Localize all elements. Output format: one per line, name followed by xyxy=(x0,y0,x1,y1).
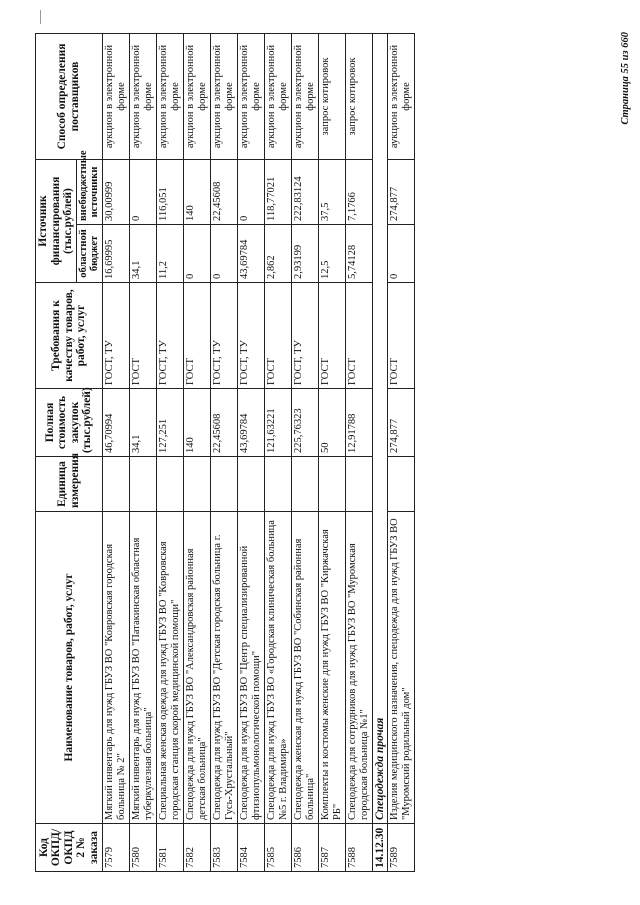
row-code: 7581 xyxy=(156,824,183,872)
row-name: Мягкий инвентарь для нужд ГБУЗ ВО "Патакинская областная туберкулезная больница" xyxy=(129,512,156,824)
row-method: аукцион в электронной форме xyxy=(387,33,414,159)
row-unit xyxy=(345,457,372,512)
row-unit xyxy=(129,457,156,512)
header-funding-regional: областной бюджет xyxy=(76,225,102,283)
row-unit xyxy=(183,457,210,512)
row-regional: 0 xyxy=(387,225,414,283)
row-method: аукцион в электронной форме xyxy=(237,33,264,159)
row-offbudget: 37,5 xyxy=(318,159,345,224)
row-method: аукцион в электронной форме xyxy=(210,33,237,159)
row-offbudget: 7,1766 xyxy=(345,159,372,224)
row-name: Спецодежда для нужд ГБУЗ ВО "Детская городская больница г. Гусь-Хрустальный" xyxy=(210,512,237,824)
row-name: Спецодежда для сотрудников для нужд ГБУЗ ВО "Муромская городская больница №1" xyxy=(345,512,372,824)
row-regional: 11,2 xyxy=(156,225,183,283)
row-unit xyxy=(264,457,291,512)
header-method: Способ определения поставщиков xyxy=(36,33,103,159)
group-row xyxy=(372,33,387,871)
row-regional: 5,74128 xyxy=(345,225,372,283)
row-code: 7588 xyxy=(345,824,372,872)
row-offbudget: 116,051 xyxy=(156,159,183,224)
table-row xyxy=(156,33,183,871)
header-row xyxy=(36,33,77,871)
row-unit xyxy=(156,457,183,512)
header-unit: Единица измерения xyxy=(36,457,103,512)
group-code: 14.12.30 xyxy=(372,824,387,872)
row-offbudget: 22,45608 xyxy=(210,159,237,224)
row-requirements: ГОСТ xyxy=(318,283,345,389)
row-requirements: ГОСТ, ТУ xyxy=(102,283,129,389)
row-requirements: ГОСТ xyxy=(183,283,210,389)
table-row xyxy=(183,33,210,871)
row-method: запрос котировок xyxy=(318,33,345,159)
row-offbudget: 222,83124 xyxy=(291,159,318,224)
table-row xyxy=(387,33,414,871)
row-requirements: ГОСТ, ТУ xyxy=(291,283,318,389)
row-regional: 34,1 xyxy=(129,225,156,283)
table-row xyxy=(237,33,264,871)
row-cost: 121,63221 xyxy=(264,389,291,457)
row-requirements: ГОСТ, ТУ xyxy=(237,283,264,389)
row-regional: 0 xyxy=(183,225,210,283)
row-cost: 274,877 xyxy=(387,389,414,457)
table-row xyxy=(264,33,291,871)
row-requirements: ГОСТ, ТУ xyxy=(156,283,183,389)
row-cost: 50 xyxy=(318,389,345,457)
row-cost: 127,251 xyxy=(156,389,183,457)
row-offbudget: 0 xyxy=(129,159,156,224)
row-name: Спецодежда для нужд ГБУЗ ВО "Александровская районная детская больница" xyxy=(183,512,210,824)
row-method: аукцион в электронной форме xyxy=(129,33,156,159)
procurement-table xyxy=(35,33,415,872)
row-code: 7579 xyxy=(102,824,129,872)
row-name: Комплекты и костюмы женские для нужд ГБУЗ ВО "Киржачская РБ" xyxy=(318,512,345,824)
row-unit xyxy=(210,457,237,512)
row-cost: 12,91788 xyxy=(345,389,372,457)
row-code: 7586 xyxy=(291,824,318,872)
header-requirements: Требования к качеству товаров, работ, услуг xyxy=(36,283,103,389)
row-regional: 16,69995 xyxy=(102,225,129,283)
row-name: Мягкий инвентарь для нужд ГБУЗ ВО "Ковровская городская больница № 2" xyxy=(102,512,129,824)
row-code: 7583 xyxy=(210,824,237,872)
row-cost: 46,70994 xyxy=(102,389,129,457)
row-offbudget: 0 xyxy=(237,159,264,224)
row-method: аукцион в электронной форме xyxy=(183,33,210,159)
row-method: аукцион в электронной форме xyxy=(102,33,129,159)
row-method: аукцион в электронной форме xyxy=(156,33,183,159)
row-unit xyxy=(318,457,345,512)
row-offbudget: 30,00999 xyxy=(102,159,129,224)
table-row xyxy=(210,33,237,871)
row-offbudget: 118,77021 xyxy=(264,159,291,224)
header-code: Код ОКПД/ ОКПД 2 № заказа xyxy=(36,824,103,872)
row-requirements: ГОСТ xyxy=(264,283,291,389)
row-name: Спецодежда для нужд ГБУЗ ВО "Центр специализированной фтизиопульмонологической помощи" xyxy=(237,512,264,824)
row-offbudget: 140 xyxy=(183,159,210,224)
table-row xyxy=(318,33,345,871)
row-cost: 34,1 xyxy=(129,389,156,457)
row-name: Специальная женская одежда для нужд ГБУЗ ВО "Ковровская городская станция скорой медицинской помощи" xyxy=(156,512,183,824)
row-requirements: ГОСТ xyxy=(345,283,372,389)
group-label: Спецодежда прочая xyxy=(372,33,387,823)
row-offbudget: 274,877 xyxy=(387,159,414,224)
row-regional: 2,862 xyxy=(264,225,291,283)
row-name: Спецодежда женская для нужд ГБУЗ ВО "Собинская районная больница" xyxy=(291,512,318,824)
row-name: Изделия медицинского назначения, спецодежда для нужд ГБУЗ ВО "Муромский родильный дом" xyxy=(387,512,414,824)
row-regional: 43,69784 xyxy=(237,225,264,283)
row-code: 7587 xyxy=(318,824,345,872)
row-regional: 12,5 xyxy=(318,225,345,283)
header-cost: Полная стоимость закупок (тыс.рублей) xyxy=(36,389,103,457)
header-funding: Источник финансирования (тыс.рублей) xyxy=(36,159,77,282)
row-method: запрос котировок xyxy=(345,33,372,159)
row-cost: 140 xyxy=(183,389,210,457)
row-unit xyxy=(291,457,318,512)
row-unit xyxy=(102,457,129,512)
row-requirements: ГОСТ, ТУ xyxy=(210,283,237,389)
row-requirements: ГОСТ xyxy=(129,283,156,389)
row-method: аукцион в электронной форме xyxy=(264,33,291,159)
table-row xyxy=(129,33,156,871)
header-name: Наименование товаров, работ, услуг xyxy=(36,512,103,824)
row-code: 7580 xyxy=(129,824,156,872)
rotated-page xyxy=(35,22,631,892)
row-name: Спецодежда для нужд ГБУЗ ВО «Городская клиническая больница №5 г. Владимира» xyxy=(264,512,291,824)
row-unit xyxy=(237,457,264,512)
row-code: 7582 xyxy=(183,824,210,872)
row-cost: 43,69784 xyxy=(237,389,264,457)
row-cost: 22,45608 xyxy=(210,389,237,457)
row-code: 7589 xyxy=(387,824,414,872)
row-code: 7584 xyxy=(237,824,264,872)
row-method: аукцион в электронной форме xyxy=(291,33,318,159)
row-regional: 2,93199 xyxy=(291,225,318,283)
row-requirements: ГОСТ xyxy=(387,283,414,389)
page-number: Страница 55 из 660 xyxy=(620,32,631,125)
row-unit xyxy=(387,457,414,512)
row-cost: 225,76323 xyxy=(291,389,318,457)
table-row xyxy=(102,33,129,871)
header-funding-offbudget: внебюджетные источники xyxy=(76,159,102,224)
row-regional: 0 xyxy=(210,225,237,283)
row-code: 7585 xyxy=(264,824,291,872)
table-row xyxy=(291,33,318,871)
table-row xyxy=(345,33,372,871)
